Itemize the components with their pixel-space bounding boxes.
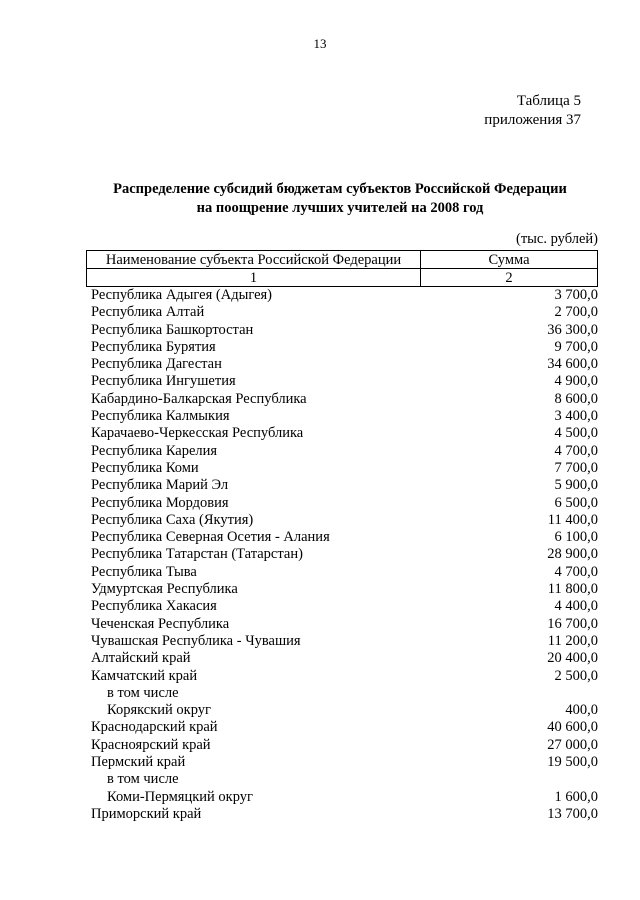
table-row (91, 754, 598, 771)
subsidy-amount: 4 900,0 (554, 373, 598, 390)
document-title (60, 180, 620, 218)
subsidy-amount: 4 700,0 (554, 442, 598, 459)
subsidy-amount: 8 600,0 (554, 390, 598, 407)
table-row (91, 322, 598, 339)
region-name: Алтайский край (91, 650, 191, 667)
table-row (91, 425, 598, 442)
table-row (91, 668, 598, 685)
subsidy-amount: 9 700,0 (554, 338, 598, 355)
region-name: Удмуртская Республика (91, 581, 238, 598)
table-row (91, 650, 598, 667)
table-label: Таблица 5 (516, 93, 581, 109)
table-reference (484, 92, 581, 130)
region-name: Приморский край (91, 805, 202, 822)
table-row (91, 512, 598, 529)
subsidy-amount: 28 900,0 (547, 546, 598, 563)
region-name: Республика Карелия (91, 442, 218, 459)
region-name: Чувашская Республика - Чувашия (91, 632, 301, 649)
region-name: Красноярский край (91, 736, 211, 753)
table-row (91, 391, 598, 408)
subsidy-amount: 3 700,0 (554, 287, 598, 303)
subsidy-amount: 11 200,0 (547, 632, 598, 649)
region-name: Республика Мордовия (91, 494, 229, 511)
table-row (91, 771, 598, 788)
subsidy-amount: 16 700,0 (547, 615, 598, 632)
title-line-1: Распределение субсидий бюджетам субъектов Российской Федерации (113, 181, 567, 197)
subsidy-amount: 3 400,0 (554, 408, 598, 425)
table-row (91, 356, 598, 373)
table-row (91, 495, 598, 512)
subsidy-amount: 27 000,0 (547, 736, 598, 753)
region-name: в том числе (107, 771, 179, 788)
subsidy-amount: 11 400,0 (547, 511, 598, 528)
subsidy-amount: 2 500,0 (554, 667, 598, 684)
column-number-1: 1 (87, 269, 421, 287)
subsidy-amount: 11 800,0 (547, 581, 598, 598)
region-name: Республика Северная Осетия - Алания (91, 529, 330, 546)
table-row (91, 304, 598, 321)
region-name: Пермский край (91, 754, 186, 771)
table-row (91, 581, 598, 598)
region-name: в том числе (107, 684, 179, 701)
region-name: Республика Ингушетия (91, 373, 236, 390)
column-number-2: 2 (421, 269, 598, 287)
table-row (91, 737, 598, 754)
subsidy-amount: 36 300,0 (547, 321, 598, 338)
region-name: Республика Марий Эл (91, 477, 229, 494)
column-header-name: Наименование субъекта Российской Федерации (87, 251, 421, 269)
region-name: Республика Тыва (91, 563, 197, 580)
region-name: Корякский округ (107, 702, 211, 719)
table-row (91, 685, 598, 702)
table-row (91, 546, 598, 563)
subsidy-amount: 40 600,0 (547, 719, 598, 736)
subsidy-amount: 7 700,0 (554, 459, 598, 476)
region-name: Республика Саха (Якутия) (91, 511, 254, 528)
table-row (91, 702, 598, 719)
title-line-2: на поощрение лучших учителей на 2008 год (196, 200, 484, 216)
column-number-row (87, 269, 598, 287)
table-row (91, 460, 598, 477)
table-row (91, 806, 598, 823)
region-name: Республика Адыгея (Адыгея) (91, 287, 273, 303)
subsidy-amount: 4 700,0 (554, 563, 598, 580)
subsidy-amount: 4 400,0 (554, 598, 598, 615)
table-row (91, 616, 598, 633)
table-header (86, 250, 598, 287)
column-header-sum: Сумма (421, 251, 598, 269)
subsidy-amount: 1 600,0 (554, 788, 598, 805)
region-name: Республика Калмыкия (91, 408, 230, 425)
region-name: Республика Алтай (91, 304, 205, 321)
table-row (91, 529, 598, 546)
subsidy-amount: 2 700,0 (554, 304, 598, 321)
units-label: (тыс. рублей) (516, 231, 598, 247)
table-row (91, 719, 598, 736)
subsidy-amount: 5 900,0 (554, 477, 598, 494)
region-name: Республика Коми (91, 459, 199, 476)
table-row (91, 598, 598, 615)
region-name: Чеченская Республика (91, 615, 230, 632)
table-row (91, 287, 598, 304)
subsidy-amount: 20 400,0 (547, 650, 598, 667)
table-row (91, 477, 598, 494)
appendix-label: приложения 37 (484, 112, 581, 128)
region-name: Кабардино-Балкарская Республика (91, 390, 307, 407)
region-name: Республика Хакасия (91, 598, 217, 615)
subsidy-amount: 6 500,0 (554, 494, 598, 511)
table-row (91, 633, 598, 650)
region-name: Республика Башкортостан (91, 321, 254, 338)
table-row (91, 789, 598, 806)
subsidy-amount: 6 100,0 (554, 529, 598, 546)
region-name: Камчатский край (91, 667, 198, 684)
region-name: Республика Татарстан (Татарстан) (91, 546, 303, 563)
table-body (91, 287, 598, 823)
region-name: Республика Бурятия (91, 338, 216, 355)
table-row (91, 373, 598, 390)
table-row (91, 443, 598, 460)
subsidy-amount: 34 600,0 (547, 356, 598, 373)
table-row (91, 339, 598, 356)
table-row (91, 564, 598, 581)
region-name: Республика Дагестан (91, 356, 222, 373)
table-row (91, 408, 598, 425)
header-row (87, 251, 598, 269)
region-name: Карачаево-Черкесская Республика (91, 425, 304, 442)
subsidy-amount: 13 700,0 (547, 805, 598, 822)
subsidy-amount: 19 500,0 (547, 754, 598, 771)
region-name: Коми-Пермяцкий округ (107, 788, 253, 805)
subsidy-amount: 4 500,0 (554, 425, 598, 442)
subsidy-amount: 400,0 (565, 702, 598, 719)
region-name: Краснодарский край (91, 719, 218, 736)
page-number: 13 (313, 36, 327, 51)
